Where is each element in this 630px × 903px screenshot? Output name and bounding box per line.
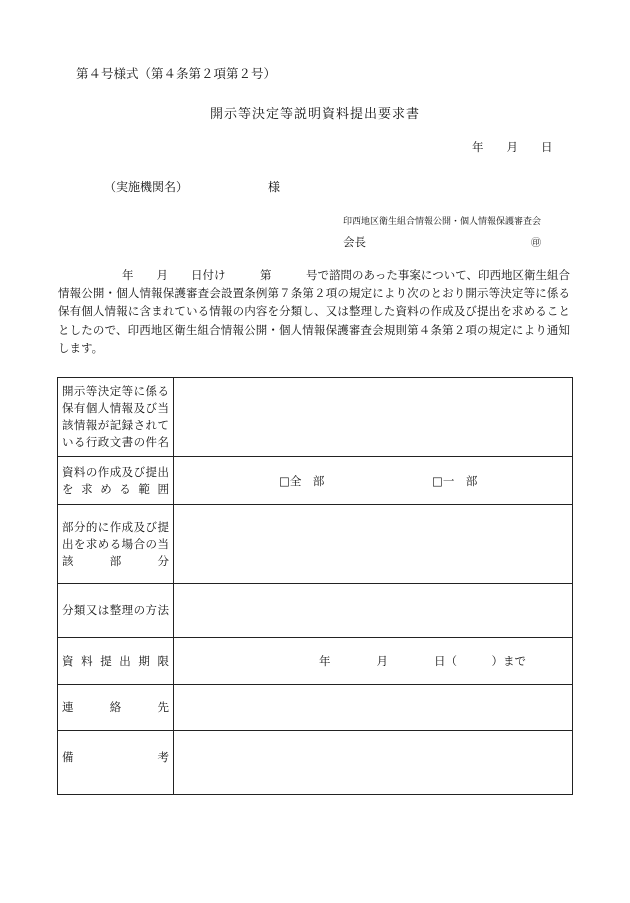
table-row <box>58 584 573 638</box>
recipient <box>104 178 280 195</box>
table-row <box>58 685 573 731</box>
row-label-method: 分類又は整理の方法 <box>58 584 174 638</box>
deadline-text: 年 月 日（ ）まで <box>319 654 526 668</box>
row-label-document-name: 開示等決定等に係る保有個人情報及び当該情報が記録されている行政文書の件名 <box>58 378 174 457</box>
table-row <box>58 457 573 505</box>
document-name-field[interactable] <box>174 378 573 457</box>
table-row <box>58 378 573 457</box>
remarks-field[interactable] <box>174 731 573 795</box>
row-label-partial-part: 部分的に作成及び提出を求める場合の当該部分 <box>58 505 174 584</box>
sender-organization: 印西地区衛生組合情報公開・個人情報保護審査会 <box>343 217 542 227</box>
agency-label: （実施機関名） <box>104 180 189 194</box>
row-label-contact: 連絡先 <box>58 685 174 731</box>
contact-field[interactable] <box>174 685 573 731</box>
document-title: 開示等決定等説明資料提出要求書 <box>209 107 420 122</box>
request-form-table <box>57 377 573 795</box>
date-line: 年 月 日 <box>472 140 553 154</box>
form-number: 第４号様式（第４条第２項第２号） <box>76 66 277 81</box>
row-label-remarks: 備考 <box>58 731 174 795</box>
deadline-field[interactable] <box>174 638 573 685</box>
seal-mark: ㊞ <box>531 238 541 249</box>
honorific: 様 <box>268 180 281 194</box>
table-row <box>58 638 573 685</box>
scope-field <box>174 457 573 505</box>
partial-part-field[interactable] <box>174 505 573 584</box>
scope-option-all[interactable]: □全 部 <box>279 473 325 488</box>
method-field[interactable] <box>174 584 573 638</box>
body-paragraph: 年 月 日付け 第 号で諮問のあった事案について、印西地区衛生組合情報公開・個人情報保護審査会設置条例第７条第２項の規定により次のとおり開示等決定等に係る保有個人情報に含まれている情報の内容を分類し、又は整理した資料の作成及び提出を求めることとしたので、印西地区衛生組合情報公開・個人情報保護審査会規則第４条第２項の規定により通知します。 <box>58 268 570 355</box>
sender-title: 会長 <box>343 235 366 249</box>
scope-option-partial[interactable]: □一 部 <box>432 473 478 488</box>
row-label-deadline: 資料提出期限 <box>58 638 174 685</box>
table-row <box>58 505 573 584</box>
row-label-scope: 資料の作成及び提出を求める範囲 <box>58 457 174 505</box>
table-row <box>58 731 573 795</box>
